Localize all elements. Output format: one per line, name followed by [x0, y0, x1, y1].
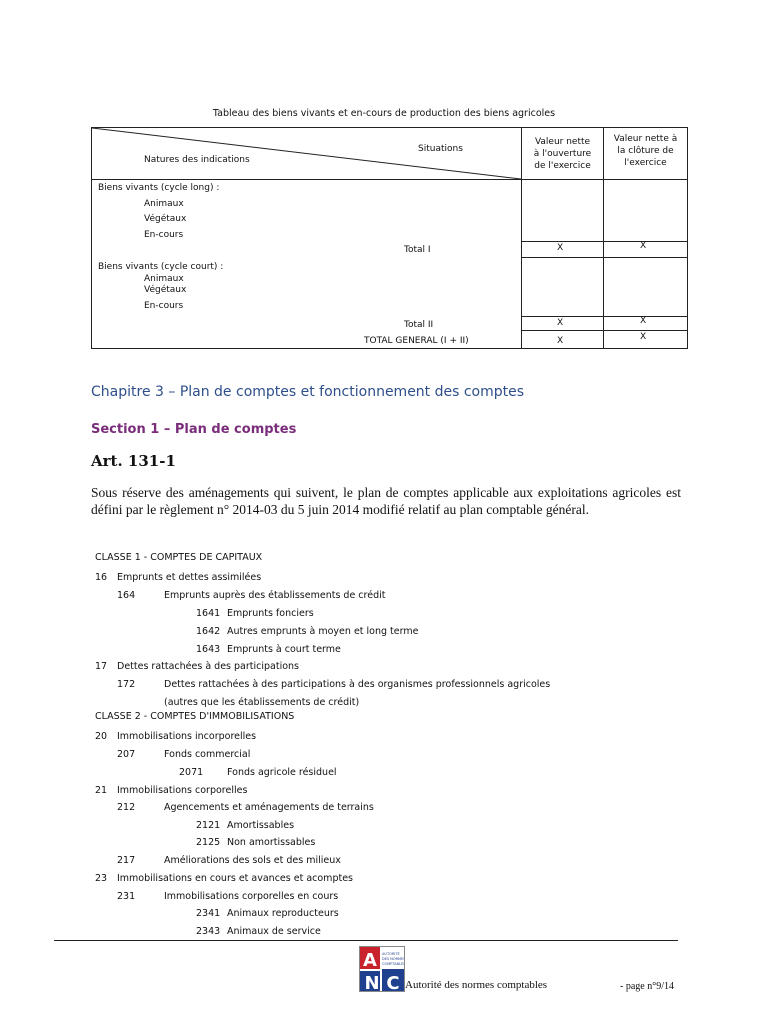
account-code: 212: [117, 802, 136, 813]
x-mark: X: [640, 241, 647, 251]
group1-title: Biens vivants (cycle long) :: [98, 183, 220, 193]
account-label: Emprunts fonciers: [227, 608, 314, 619]
account-label: Emprunts auprès des établissements de crédit: [164, 590, 386, 601]
chapter-heading: Chapitre 3 – Plan de comptes et fonctionnement des comptes: [91, 384, 525, 400]
natures-label: Natures des indications: [144, 155, 250, 165]
account-label: Emprunts à court terme: [227, 644, 341, 655]
account-label: Amortissables: [227, 820, 295, 831]
account-label: Emprunts et dettes assimilées: [117, 572, 262, 583]
group1-item: En-cours: [144, 230, 184, 240]
account-label: Agencements et aménagements de terrains: [164, 802, 374, 813]
account-code: 164: [117, 590, 136, 601]
svg-text:C: C: [386, 973, 400, 991]
account-label: Fonds commercial: [164, 749, 251, 760]
group2-title: Biens vivants (cycle court) :: [98, 262, 224, 272]
account-code: 20: [95, 731, 108, 742]
svg-text:COMPTABLES: COMPTABLES: [382, 962, 404, 966]
account-label: Immobilisations corporelles en cours: [164, 891, 339, 902]
account-label: Dettes rattachées à des participations: [117, 661, 299, 672]
account-code: 16: [95, 572, 108, 583]
group2-item: Animaux: [144, 274, 184, 284]
account-code: 21: [95, 785, 108, 796]
col2-header: Valeur nette à la clôture de l'exercice: [613, 134, 678, 168]
account-label: Fonds agricole résiduel: [227, 767, 337, 778]
account-code: 217: [117, 855, 136, 866]
account-code: 1642: [196, 626, 221, 637]
col1-header: Valeur nette à l'ouverture de l'exercice: [533, 137, 592, 171]
account-code: 207: [117, 749, 136, 760]
account-label: Dettes rattachées à des participations à des organismes professionnels agricoles: [164, 679, 551, 690]
account-label: Immobilisations corporelles: [117, 785, 248, 796]
total-2: Total II: [404, 320, 434, 330]
account-code: 23: [95, 873, 108, 884]
page-number: - page n°9/14: [620, 981, 674, 992]
account-code: 2071: [179, 767, 204, 778]
group2-item: Végétaux: [144, 285, 187, 295]
production-table: [91, 127, 688, 349]
situations-label: Situations: [418, 144, 463, 154]
account-code: 1643: [196, 644, 221, 655]
account-label: Animaux reproducteurs: [227, 908, 339, 919]
x-mark: X: [557, 318, 564, 328]
account-label: Animaux de service: [227, 926, 321, 937]
footer-org: Autorité des normes comptables: [405, 979, 548, 991]
article-paragraph: Sous réserve des aménagements qui suivent, le plan de comptes applicable aux exploitations agricoles est défini par le règlement n° 2014-03 du 5 juin 2014 modifié relatif au plan comptable général.: [91, 485, 681, 517]
group1-item: Animaux: [144, 199, 184, 209]
account-code: 2125: [196, 837, 221, 848]
grand-total: TOTAL GENERAL (I + II): [364, 336, 469, 346]
x-mark: X: [640, 316, 647, 326]
account-label: Améliorations des sols et des milieux: [164, 855, 341, 866]
table-caption: Tableau des biens vivants et en-cours de production des biens agricoles: [212, 108, 556, 119]
account-code: 1641: [196, 608, 221, 619]
account-code: 2341: [196, 908, 221, 919]
account-label: Immobilisations incorporelles: [117, 731, 257, 742]
x-mark: X: [640, 332, 647, 342]
account-label: Immobilisations en cours et avances et acomptes: [117, 873, 353, 884]
svg-text:A: A: [363, 950, 377, 971]
svg-text:N: N: [364, 973, 380, 991]
total-1: Total I: [404, 245, 431, 255]
anc-logo: [359, 946, 405, 992]
article-title: Art. 131-1: [91, 452, 176, 470]
account-class-heading: CLASSE 2 - COMPTES D'IMMOBILISATIONS: [95, 711, 295, 722]
svg-text:DES NORMES: DES NORMES: [382, 957, 404, 961]
account-label: Autres emprunts à moyen et long terme: [227, 626, 419, 637]
account-label: (autres que les établissements de crédit): [164, 697, 360, 708]
x-mark: X: [557, 243, 564, 253]
account-code: 172: [117, 679, 136, 690]
x-mark: X: [557, 336, 564, 346]
footer-rule: [54, 940, 678, 941]
section-heading: Section 1 – Plan de comptes: [91, 422, 297, 437]
account-code: 2121: [196, 820, 221, 831]
account-code: 17: [95, 661, 108, 672]
svg-text:AUTORITÉ: AUTORITÉ: [382, 952, 400, 956]
account-code: 2343: [196, 926, 221, 937]
account-class-heading: CLASSE 1 - COMPTES DE CAPITAUX: [95, 552, 263, 563]
account-code: 231: [117, 891, 136, 902]
header-diagonal: [92, 128, 522, 180]
account-label: Non amortissables: [227, 837, 316, 848]
group1-item: Végétaux: [144, 214, 187, 224]
group2-item: En-cours: [144, 301, 184, 311]
